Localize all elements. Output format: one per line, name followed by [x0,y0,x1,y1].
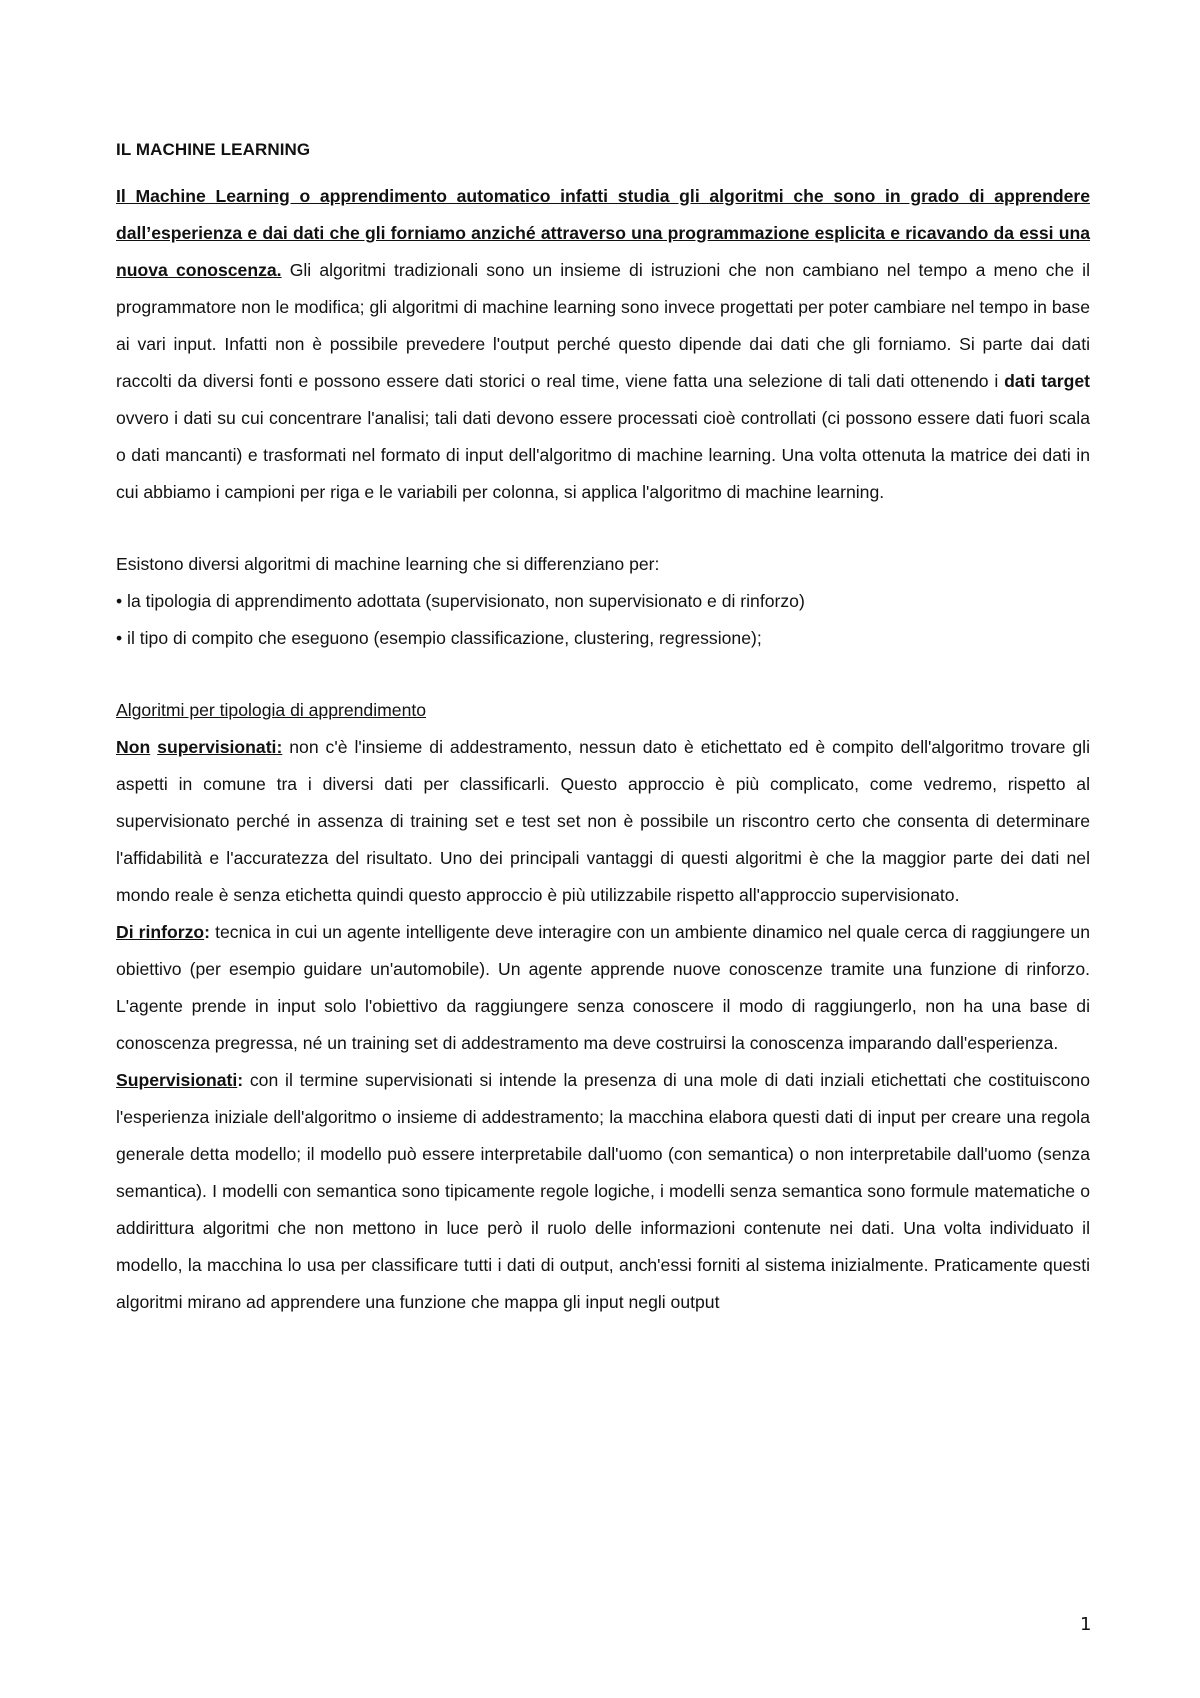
intro-paragraph [116,178,1090,511]
non-supervised-label-a: Non [116,737,151,757]
section-title: Algoritmi per tipologia di apprendimento [116,700,427,720]
reinforcement-text: tecnica in cui un agente intelligente deve interagire con un ambiente dinamico nel quale cerca di raggiungere un obiettivo (per esempio guidare un'automobile). Un agente apprende nuove conoscenze tramite una funzione di rinforzo. L'agente prende in input solo l'obiettivo da raggiungere senza conoscere il modo di raggiungerlo, non ha una base di conoscenza pregressa, né un training set di addestramento ma deve costruirsi la conoscenza imparando dall'esperienza. [116,922,1090,1053]
differences-item-1: • la tipologia di apprendimento adottata (supervisionato, non supervisionato e di rinforzo) [116,591,805,611]
intro-bold-term: dati target [1004,371,1090,391]
page-number: 1 [1080,1614,1092,1635]
intro-lead-sentence: Il Machine Learning o apprendimento automatico infatti studia gli algoritmi che sono in grado di apprendere dall’esperienza e dai dati che gli forniamo anziché attraverso una programmazione esplicita e ricavando da essi una nuova conoscenza. [116,186,1090,280]
reinforcement-paragraph [116,914,1090,1062]
reinforcement-label: Di rinforzo [116,922,205,942]
non-supervised-text: non c'è l'insieme di addestramento, nessun dato è etichettato ed è compito dell'algoritmo trovare gli aspetti in comune tra i diversi dati per classificarli. Questo approccio è più complicato, come vedremo, rispetto al supervisionato perché in assenza di training set e test set non è possibile un riscontro certo che consenta di determinare l'affidabilità e l'accuratezza del risultato. Uno dei principali vantaggi di questi algoritmi è che la maggior parte dei dati nel mondo reale è senza etichetta quindi questo approccio è più utilizzabile rispetto all'approccio supervisionato. [116,737,1090,905]
differences-item-2: • il tipo di compito che eseguono (esempio classificazione, clustering, regressione); [116,628,762,648]
document-page [116,140,1090,1321]
non-supervised-paragraph [116,729,1090,914]
paragraph-gap [116,511,1090,546]
intro-text-1: Gli algoritmi tradizionali sono un insieme di istruzioni che non cambiano nel tempo a meno che il programmatore non le modifica; gli algoritmi di machine learning sono invece progettati per poter cambiare nel tempo in base ai vari input. Infatti non è possibile prevedere l'output perché questo dipende dai dati che gli forniamo. Si parte dai dati raccolti da diversi fonti e possono essere dati storici o real time, viene fatta una selezione di tali dati ottenendo i [116,260,1090,391]
non-supervised-label-b: supervisionati: [157,737,283,757]
supervised-colon: : [237,1070,244,1090]
differences-intro: Esistono diversi algoritmi di machine learning che si differenziano per: [116,554,660,574]
supervised-text: con il termine supervisionati si intende la presenza di una mole di dati inziali etichettati che costituiscono l'esperienza iniziale dell'algoritmo o insieme di addestramento; la macchina elabora questi dati di input per creare una regola generale detta modello; il modello può essere interpretabile dall'uomo (con semantica) o non interpretabile dall'uomo (senza semantica). I modelli con semantica sono tipicamente regole logiche, i modelli senza semantica sono formule matematiche o addirittura algoritmi che non mettono in luce però il ruolo delle informazioni contenute nei dati. Una volta individuato il modello, la macchina lo usa per classificare tutti i dati di output, anch'essi forniti al sistema inizialmente. Praticamente questi algoritmi mirano ad apprendere una funzione che mappa gli input negli output [116,1070,1090,1312]
document-title: IL MACHINE LEARNING [116,140,311,159]
supervised-label: Supervisionati [116,1070,238,1090]
reinforcement-colon: : [204,922,211,942]
paragraph-gap [116,657,1090,692]
intro-text-2: ovvero i dati su cui concentrare l'analisi; tali dati devono essere processati cioè controllati (ci possono essere dati fuori scala o dati mancanti) e trasformati nel formato di input dell'algoritmo di machine learning. Una volta ottenuta la matrice dei dati in cui abbiamo i campioni per riga e le variabili per colonna, si applica l'algoritmo di machine learning. [116,408,1090,502]
supervised-paragraph [116,1062,1090,1321]
